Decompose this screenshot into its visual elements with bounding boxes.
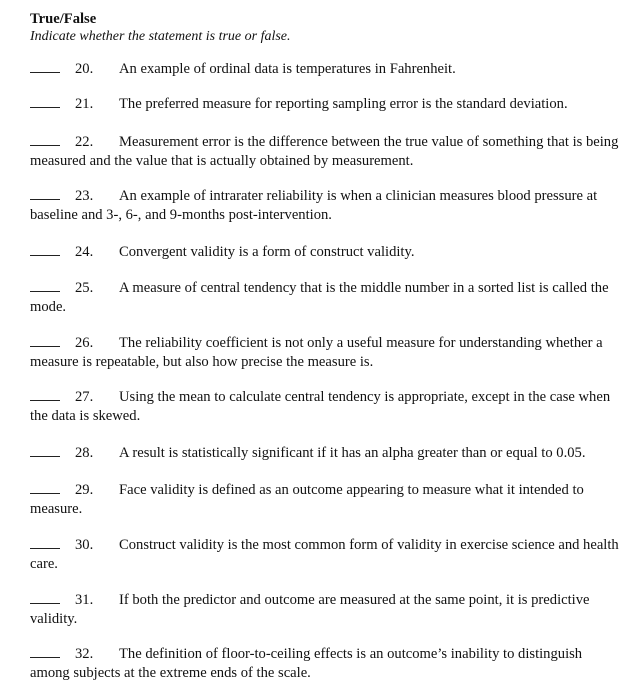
question-22 (30, 133, 630, 171)
question-number: 21. (75, 96, 94, 112)
answer-blank[interactable] (30, 657, 60, 658)
answer-blank[interactable] (30, 346, 60, 347)
question-continuation: baseline and 3-, 6-, and 9-months post-intervention. (30, 207, 332, 223)
question-text: The reliability coefficient is not only a useful measure for understanding whether a (119, 335, 603, 351)
question-number: 29. (75, 482, 94, 498)
question-30 (30, 536, 630, 574)
question-text: An example of intrarater reliability is when a clinician measures blood pressure at (119, 188, 598, 204)
answer-blank[interactable] (30, 493, 60, 494)
question-continuation: among subjects at the extreme ends of the scale. (30, 665, 311, 681)
answer-blank[interactable] (30, 199, 60, 200)
section-instructions: Indicate whether the statement is true or false. (30, 29, 291, 44)
answer-blank[interactable] (30, 548, 60, 549)
question-26 (30, 334, 630, 372)
section-header (30, 10, 291, 46)
question-number: 23. (75, 188, 94, 204)
question-text: Using the mean to calculate central tendency is appropriate, except in the case when (119, 389, 611, 405)
question-text: Construct validity is the most common form of validity in exercise science and health (119, 537, 619, 553)
question-31 (30, 591, 630, 629)
question-continuation: measured and the value that is actually obtained by measurement. (30, 153, 414, 169)
question-25 (30, 279, 630, 317)
question-number: 32. (75, 646, 94, 662)
question-text: Convergent validity is a form of construct validity. (119, 244, 415, 260)
question-24 (30, 243, 630, 262)
question-continuation: the data is skewed. (30, 408, 141, 424)
answer-blank[interactable] (30, 400, 60, 401)
question-continuation: mode. (30, 299, 67, 315)
question-text: The definition of floor-to-ceiling effects is an outcome’s inability to distinguish (119, 646, 583, 662)
section-title: True/False (30, 11, 97, 27)
question-number: 24. (75, 244, 94, 260)
answer-blank[interactable] (30, 255, 60, 256)
question-continuation: care. (30, 556, 58, 572)
question-27 (30, 388, 630, 426)
question-continuation: validity. (30, 611, 78, 627)
question-number: 22. (75, 134, 94, 150)
question-number: 27. (75, 389, 94, 405)
question-text: A result is statistically significant if it has an alpha greater than or equal to 0.05. (119, 445, 586, 461)
answer-blank[interactable] (30, 291, 60, 292)
answer-blank[interactable] (30, 145, 60, 146)
answer-blank[interactable] (30, 72, 60, 73)
question-continuation: measure is repeatable, but also how precise the measure is. (30, 354, 374, 370)
question-text: The preferred measure for reporting sampling error is the standard deviation. (119, 96, 568, 112)
question-number: 28. (75, 445, 94, 461)
answer-blank[interactable] (30, 107, 60, 108)
question-28 (30, 444, 630, 463)
question-text: An example of ordinal data is temperatures in Fahrenheit. (119, 61, 456, 77)
question-text: Face validity is defined as an outcome appearing to measure what it intended to (119, 482, 584, 498)
question-text: If both the predictor and outcome are measured at the same point, it is predictive (119, 592, 590, 608)
question-32 (30, 645, 630, 683)
question-number: 26. (75, 335, 94, 351)
answer-blank[interactable] (30, 603, 60, 604)
question-number: 30. (75, 537, 94, 553)
question-continuation: measure. (30, 501, 83, 517)
question-text: A measure of central tendency that is the middle number in a sorted list is called the (119, 280, 609, 296)
question-23 (30, 187, 630, 225)
question-text: Measurement error is the difference between the true value of something that is being (119, 134, 619, 150)
question-number: 31. (75, 592, 94, 608)
question-number: 25. (75, 280, 94, 296)
answer-blank[interactable] (30, 456, 60, 457)
question-20 (30, 60, 630, 79)
question-number: 20. (75, 61, 94, 77)
question-21 (30, 95, 630, 114)
question-29 (30, 481, 630, 519)
